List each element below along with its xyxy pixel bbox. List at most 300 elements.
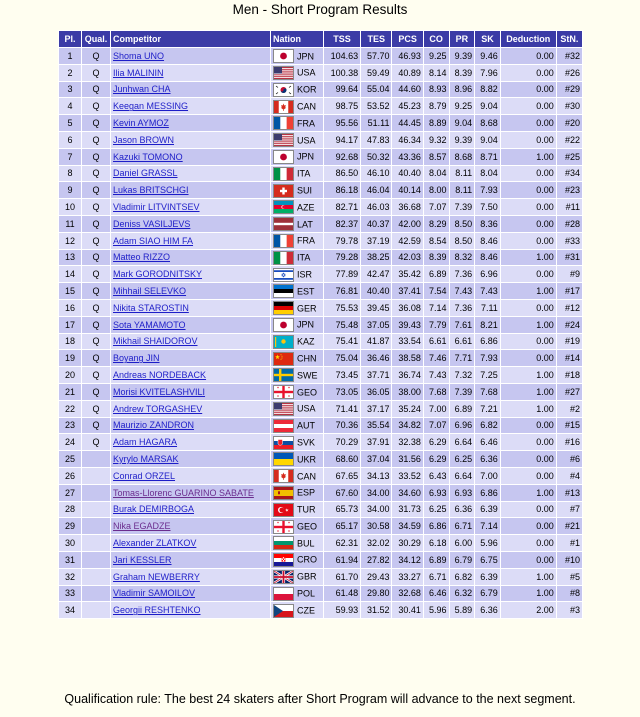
pr-cell: 6.71 xyxy=(450,518,475,534)
pr-cell: 7.61 xyxy=(450,317,475,333)
start-number-cell: #21 xyxy=(557,518,582,534)
pr-cell: 6.82 xyxy=(450,569,475,585)
header-place: Pl. xyxy=(59,31,81,47)
pr-cell: 6.36 xyxy=(450,502,475,518)
deduction-cell: 0.00 xyxy=(501,300,556,316)
pr-cell: 6.79 xyxy=(450,552,475,568)
qual-cell: Q xyxy=(82,48,110,64)
table-row xyxy=(59,115,582,131)
competitor-cell xyxy=(111,82,270,98)
start-number-cell: #30 xyxy=(557,98,582,114)
pr-cell: 6.25 xyxy=(450,451,475,467)
flag-icon xyxy=(273,318,294,332)
tes-cell: 31.52 xyxy=(361,602,391,618)
table-row xyxy=(59,518,582,534)
tss-cell: 79.28 xyxy=(324,250,360,266)
place-cell: 1 xyxy=(59,48,81,64)
flag-icon xyxy=(273,570,294,584)
co-cell: 8.04 xyxy=(424,166,449,182)
pr-cell: 7.39 xyxy=(450,199,475,215)
deduction-cell: 0.00 xyxy=(501,418,556,434)
flag-icon xyxy=(273,133,294,147)
sk-cell: 6.86 xyxy=(475,485,500,501)
nation-code: ESP xyxy=(297,487,316,498)
competitor-link[interactable]: Tomas-Llorenc GUARINO SABATE xyxy=(113,487,254,498)
pr-cell: 6.93 xyxy=(450,485,475,501)
co-cell: 9.32 xyxy=(424,132,449,148)
start-number-cell: #32 xyxy=(557,48,582,64)
competitor-link[interactable]: Shoma UNO xyxy=(113,50,165,61)
competitor-link[interactable]: Alexander ZLATKOV xyxy=(113,538,197,548)
qual-cell: Q xyxy=(82,216,110,232)
nation-code: CZE xyxy=(297,605,315,616)
flag-icon xyxy=(273,167,294,181)
competitor-link[interactable]: Kevin AYMOZ xyxy=(113,118,169,129)
competitor-cell xyxy=(111,149,270,165)
nation-code: SVK xyxy=(297,437,316,448)
nation-cell xyxy=(271,132,323,148)
qual-cell: Q xyxy=(82,250,110,266)
deduction-cell: 0.00 xyxy=(501,132,556,148)
co-cell: 7.54 xyxy=(424,283,449,299)
place-cell: 15 xyxy=(59,283,81,299)
deduction-cell: 0.00 xyxy=(501,216,556,232)
qual-cell: Q xyxy=(82,367,110,383)
place-cell: 19 xyxy=(59,350,81,366)
tes-cell: 36.05 xyxy=(361,384,391,400)
co-cell: 7.07 xyxy=(424,199,449,215)
competitor-cell xyxy=(111,518,270,534)
pcs-cell: 36.08 xyxy=(392,300,422,316)
nation-cell xyxy=(271,82,323,98)
competitor-link[interactable]: Junhwan CHA xyxy=(113,84,171,95)
deduction-cell: 0.00 xyxy=(501,350,556,366)
tes-cell: 47.83 xyxy=(361,132,391,148)
competitor-link[interactable]: Mark GORODNITSKY xyxy=(113,269,203,280)
deduction-cell: 1.00 xyxy=(501,586,556,602)
competitor-link[interactable]: Morisi KVITELASHVILI xyxy=(113,386,206,397)
sk-cell: 9.04 xyxy=(475,98,500,114)
flag-icon xyxy=(273,503,294,517)
nation-cell xyxy=(271,451,323,467)
competitor-link[interactable]: Ilia MALININ xyxy=(113,67,164,78)
deduction-cell: 1.00 xyxy=(501,149,556,165)
flag-icon xyxy=(273,100,294,114)
competitor-cell xyxy=(111,283,270,299)
pcs-cell: 37.41 xyxy=(392,283,422,299)
flag-icon xyxy=(273,536,294,550)
place-cell: 26 xyxy=(59,468,81,484)
co-cell: 6.43 xyxy=(424,468,449,484)
co-cell: 7.14 xyxy=(424,300,449,316)
flag-icon xyxy=(273,83,294,97)
tss-cell: 76.81 xyxy=(324,283,360,299)
flag-icon xyxy=(273,520,294,534)
competitor-link[interactable]: Vladimir LITVINTSEV xyxy=(113,202,200,213)
flag-icon xyxy=(273,604,294,618)
nation-cell xyxy=(271,266,323,282)
sk-cell: 7.11 xyxy=(475,300,500,316)
competitor-link[interactable]: Georgii RESHTENKO xyxy=(113,605,201,616)
start-number-cell: #11 xyxy=(557,199,582,215)
tss-cell: 71.41 xyxy=(324,401,360,417)
deduction-cell: 0.00 xyxy=(501,82,556,98)
place-cell: 4 xyxy=(59,98,81,114)
tss-cell: 70.36 xyxy=(324,418,360,434)
results-table xyxy=(58,30,583,619)
tss-cell: 82.71 xyxy=(324,199,360,215)
pr-cell: 7.32 xyxy=(450,367,475,383)
nation-code: SWE xyxy=(297,370,318,381)
tes-cell: 41.87 xyxy=(361,334,391,350)
nation-cell xyxy=(271,98,323,114)
flag-icon xyxy=(273,251,294,265)
pcs-cell: 40.14 xyxy=(392,182,422,198)
deduction-cell: 2.00 xyxy=(501,602,556,618)
tes-cell: 30.58 xyxy=(361,518,391,534)
competitor-link[interactable]: Andrew TORGASHEV xyxy=(113,403,203,414)
deduction-cell: 0.00 xyxy=(501,451,556,467)
deduction-cell: 0.00 xyxy=(501,166,556,182)
nation-cell xyxy=(271,602,323,618)
start-number-cell: #25 xyxy=(557,149,582,165)
pcs-cell: 44.60 xyxy=(392,82,422,98)
co-cell: 7.00 xyxy=(424,401,449,417)
tss-cell: 75.53 xyxy=(324,300,360,316)
nation-code: EST xyxy=(297,286,315,297)
nation-code: CAN xyxy=(297,101,317,112)
tss-cell: 61.94 xyxy=(324,552,360,568)
pcs-cell: 33.54 xyxy=(392,334,422,350)
competitor-link[interactable]: Adam SIAO HIM FA xyxy=(113,235,194,246)
place-cell: 32 xyxy=(59,569,81,585)
deduction-cell: 0.00 xyxy=(501,115,556,131)
competitor-link[interactable]: Sota YAMAMOTO xyxy=(113,319,186,330)
qual-cell xyxy=(82,569,110,585)
pr-cell: 8.11 xyxy=(450,182,475,198)
tss-cell: 70.29 xyxy=(324,434,360,450)
flag-icon xyxy=(273,66,294,80)
tes-cell: 37.04 xyxy=(361,451,391,467)
pr-cell: 6.00 xyxy=(450,535,475,551)
competitor-cell xyxy=(111,166,270,182)
qual-cell xyxy=(82,451,110,467)
start-number-cell: #3 xyxy=(557,602,582,618)
competitor-link[interactable]: Nikita STAROSTIN xyxy=(113,302,189,313)
deduction-cell: 1.00 xyxy=(501,384,556,400)
competitor-link[interactable]: Vladimir SAMOILOV xyxy=(113,588,196,599)
start-number-cell: #9 xyxy=(557,266,582,282)
sk-cell: 6.79 xyxy=(475,586,500,602)
qual-cell xyxy=(82,586,110,602)
competitor-cell xyxy=(111,65,270,81)
co-cell: 8.39 xyxy=(424,250,449,266)
deduction-cell: 0.00 xyxy=(501,199,556,215)
tss-cell: 82.37 xyxy=(324,216,360,232)
competitor-link[interactable]: Andreas NORDEBACK xyxy=(113,370,207,381)
start-number-cell: #28 xyxy=(557,216,582,232)
table-row xyxy=(59,132,582,148)
header-qual: Qual. xyxy=(82,31,110,47)
table-row xyxy=(59,166,582,182)
co-cell: 8.57 xyxy=(424,149,449,165)
sk-cell: 7.93 xyxy=(475,182,500,198)
sk-cell: 5.96 xyxy=(475,535,500,551)
tes-cell: 37.05 xyxy=(361,317,391,333)
place-cell: 28 xyxy=(59,502,81,518)
co-cell: 5.96 xyxy=(424,602,449,618)
qual-cell: Q xyxy=(82,98,110,114)
competitor-cell xyxy=(111,266,270,282)
pr-cell: 8.50 xyxy=(450,216,475,232)
pr-cell: 6.64 xyxy=(450,434,475,450)
tes-cell: 37.17 xyxy=(361,401,391,417)
deduction-cell: 0.00 xyxy=(501,434,556,450)
competitor-link[interactable]: Adam HAGARA xyxy=(113,437,178,448)
start-number-cell: #14 xyxy=(557,350,582,366)
pcs-cell: 34.60 xyxy=(392,485,422,501)
co-cell: 7.43 xyxy=(424,367,449,383)
pcs-cell: 42.59 xyxy=(392,233,422,249)
sk-cell: 8.21 xyxy=(475,317,500,333)
tes-cell: 46.03 xyxy=(361,199,391,215)
tes-cell: 36.46 xyxy=(361,350,391,366)
tes-cell: 55.04 xyxy=(361,82,391,98)
header-pcs: PCS xyxy=(392,31,422,47)
nation-code: LAT xyxy=(297,219,313,230)
competitor-link[interactable]: Nika EGADZE xyxy=(113,521,171,532)
pcs-cell: 35.24 xyxy=(392,401,422,417)
table-row xyxy=(59,384,582,400)
place-cell: 17 xyxy=(59,317,81,333)
table-row xyxy=(59,82,582,98)
flag-icon xyxy=(273,268,294,282)
tes-cell: 29.80 xyxy=(361,586,391,602)
competitor-link[interactable]: Keegan MESSING xyxy=(113,101,189,112)
pr-cell: 9.39 xyxy=(450,132,475,148)
tss-cell: 68.60 xyxy=(324,451,360,467)
table-header-row xyxy=(59,31,582,47)
sk-cell: 7.68 xyxy=(475,384,500,400)
competitor-cell xyxy=(111,552,270,568)
competitor-cell xyxy=(111,485,270,501)
place-cell: 33 xyxy=(59,586,81,602)
start-number-cell: #26 xyxy=(557,65,582,81)
tss-cell: 86.18 xyxy=(324,182,360,198)
place-cell: 25 xyxy=(59,451,81,467)
place-cell: 3 xyxy=(59,82,81,98)
nation-cell xyxy=(271,535,323,551)
start-number-cell: #27 xyxy=(557,384,582,400)
nation-code: AZE xyxy=(297,202,315,213)
competitor-link[interactable]: Conrad ORZEL xyxy=(113,470,176,481)
tes-cell: 29.43 xyxy=(361,569,391,585)
header-co: CO xyxy=(424,31,449,47)
flag-icon xyxy=(273,284,294,298)
competitor-cell xyxy=(111,48,270,64)
qual-cell: Q xyxy=(82,350,110,366)
nation-code: USA xyxy=(297,135,316,146)
tss-cell: 99.64 xyxy=(324,82,360,98)
place-cell: 10 xyxy=(59,199,81,215)
competitor-cell xyxy=(111,250,270,266)
place-cell: 21 xyxy=(59,384,81,400)
nation-code: GBR xyxy=(297,571,317,582)
competitor-cell xyxy=(111,367,270,383)
qual-cell: Q xyxy=(82,233,110,249)
flag-icon xyxy=(273,587,294,601)
tss-cell: 75.04 xyxy=(324,350,360,366)
table-row xyxy=(59,535,582,551)
co-cell: 6.89 xyxy=(424,266,449,282)
competitor-link[interactable]: Mihhail SELEVKO xyxy=(113,286,187,297)
sk-cell: 6.36 xyxy=(475,602,500,618)
competitor-link[interactable]: Maurizio ZANDRON xyxy=(113,420,195,431)
nation-cell xyxy=(271,401,323,417)
qual-cell: Q xyxy=(82,283,110,299)
qual-cell: Q xyxy=(82,115,110,131)
competitor-link[interactable]: Mikhail SHAIDOROV xyxy=(113,336,198,347)
pcs-cell: 46.34 xyxy=(392,132,422,148)
pcs-cell: 34.82 xyxy=(392,418,422,434)
co-cell: 6.18 xyxy=(424,535,449,551)
co-cell: 7.68 xyxy=(424,384,449,400)
qual-cell xyxy=(82,535,110,551)
flag-icon xyxy=(273,217,294,231)
pr-cell: 7.36 xyxy=(450,300,475,316)
start-number-cell: #12 xyxy=(557,300,582,316)
start-number-cell: #2 xyxy=(557,401,582,417)
tes-cell: 57.70 xyxy=(361,48,391,64)
competitor-link[interactable]: Jason BROWN xyxy=(113,134,175,145)
place-cell: 8 xyxy=(59,166,81,182)
competitor-cell xyxy=(111,350,270,366)
table-row xyxy=(59,334,582,350)
table-row xyxy=(59,401,582,417)
tss-cell: 94.17 xyxy=(324,132,360,148)
pcs-cell: 31.56 xyxy=(392,451,422,467)
pcs-cell: 38.00 xyxy=(392,384,422,400)
header-start-number: StN. xyxy=(557,31,582,47)
nation-cell xyxy=(271,485,323,501)
nation-cell xyxy=(271,149,323,165)
flag-icon xyxy=(273,452,294,466)
sk-cell: 6.36 xyxy=(475,451,500,467)
nation-cell xyxy=(271,586,323,602)
sk-cell: 6.82 xyxy=(475,418,500,434)
table-row xyxy=(59,149,582,165)
place-cell: 2 xyxy=(59,65,81,81)
start-number-cell: #23 xyxy=(557,182,582,198)
competitor-link[interactable]: Boyang JIN xyxy=(113,353,160,364)
place-cell: 34 xyxy=(59,602,81,618)
nation-cell xyxy=(271,384,323,400)
competitor-link[interactable]: Jari KESSLER xyxy=(113,554,172,565)
tes-cell: 50.32 xyxy=(361,149,391,165)
table-row xyxy=(59,552,582,568)
sk-cell: 6.46 xyxy=(475,434,500,450)
competitor-cell xyxy=(111,115,270,131)
deduction-cell: 0.00 xyxy=(501,233,556,249)
flag-icon xyxy=(273,419,294,433)
competitor-link[interactable]: Kyrylo MARSAK xyxy=(113,454,179,465)
co-cell: 7.79 xyxy=(424,317,449,333)
qual-cell: Q xyxy=(82,132,110,148)
co-cell: 8.89 xyxy=(424,115,449,131)
flag-icon xyxy=(273,436,294,450)
qual-cell: Q xyxy=(82,199,110,215)
sk-cell: 6.75 xyxy=(475,552,500,568)
competitor-link[interactable]: Deniss VASILJEVS xyxy=(113,218,191,229)
start-number-cell: #16 xyxy=(557,434,582,450)
co-cell: 6.46 xyxy=(424,586,449,602)
competitor-cell xyxy=(111,418,270,434)
competitor-cell xyxy=(111,334,270,350)
tes-cell: 40.40 xyxy=(361,283,391,299)
start-number-cell: #8 xyxy=(557,586,582,602)
table-row xyxy=(59,602,582,618)
tes-cell: 59.49 xyxy=(361,65,391,81)
table-row xyxy=(59,451,582,467)
pcs-cell: 42.03 xyxy=(392,250,422,266)
pr-cell: 7.71 xyxy=(450,350,475,366)
start-number-cell: #19 xyxy=(557,334,582,350)
place-cell: 16 xyxy=(59,300,81,316)
start-number-cell: #33 xyxy=(557,233,582,249)
flag-icon xyxy=(273,49,294,63)
tes-cell: 42.47 xyxy=(361,266,391,282)
competitor-link[interactable]: Burak DEMIRBOGA xyxy=(113,504,195,515)
deduction-cell: 0.00 xyxy=(501,334,556,350)
tes-cell: 34.00 xyxy=(361,502,391,518)
competitor-link[interactable]: Kazuki TOMONO xyxy=(113,151,183,162)
co-cell: 7.46 xyxy=(424,350,449,366)
table-row xyxy=(59,283,582,299)
place-cell: 20 xyxy=(59,367,81,383)
table-row xyxy=(59,216,582,232)
qual-cell: Q xyxy=(82,434,110,450)
flag-icon xyxy=(273,402,294,416)
tes-cell: 40.37 xyxy=(361,216,391,232)
competitor-link[interactable]: Daniel GRASSL xyxy=(113,168,178,179)
flag-icon xyxy=(273,469,294,483)
table-row xyxy=(59,182,582,198)
competitor-link[interactable]: Graham NEWBERRY xyxy=(113,571,200,582)
co-cell: 8.29 xyxy=(424,216,449,232)
tes-cell: 37.19 xyxy=(361,233,391,249)
place-cell: 30 xyxy=(59,535,81,551)
competitor-link[interactable]: Matteo RIZZO xyxy=(113,252,171,263)
co-cell: 6.25 xyxy=(424,502,449,518)
start-number-cell: #20 xyxy=(557,115,582,131)
place-cell: 23 xyxy=(59,418,81,434)
nation-cell xyxy=(271,468,323,484)
competitor-link[interactable]: Lukas BRITSCHGI xyxy=(113,185,189,196)
deduction-cell: 1.00 xyxy=(501,250,556,266)
tes-cell: 34.13 xyxy=(361,468,391,484)
nation-cell xyxy=(271,569,323,585)
nation-code: FRA xyxy=(297,235,315,246)
qual-cell: Q xyxy=(82,82,110,98)
place-cell: 24 xyxy=(59,434,81,450)
nation-cell xyxy=(271,216,323,232)
nation-cell xyxy=(271,166,323,182)
table-row xyxy=(59,317,582,333)
qual-cell xyxy=(82,602,110,618)
nation-code: TUR xyxy=(297,504,316,515)
tss-cell: 61.70 xyxy=(324,569,360,585)
pr-cell: 8.11 xyxy=(450,166,475,182)
